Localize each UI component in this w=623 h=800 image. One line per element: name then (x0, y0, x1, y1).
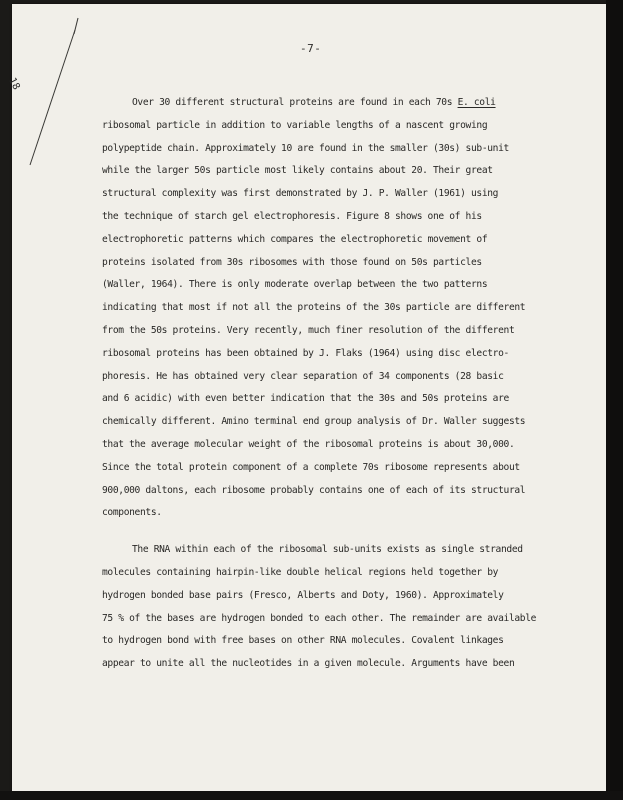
text-line (102, 585, 572, 608)
text-segment: electrophoretic patterns which compares the electrophoretic movement of (102, 233, 488, 245)
fold-line-left-upper (74, 18, 78, 34)
document-body (102, 92, 572, 676)
text-line (102, 92, 572, 115)
text-segment: proteins isolated from 30s ribosomes with those found on 50s particles (102, 256, 482, 268)
text-segment: indicating that most if not all the proteins of the 30s particle are different (102, 302, 526, 314)
text-line (102, 206, 572, 229)
text-segment: the technique of starch gel electrophoresis. Figure 8 shows one of his (102, 210, 482, 222)
text-line (102, 480, 572, 503)
paragraph (102, 539, 572, 676)
text-line (102, 115, 572, 138)
text-line (102, 229, 572, 252)
text-line (102, 274, 572, 297)
underlined-text: E. coli (457, 97, 496, 108)
text-segment: that the average molecular weight of the ribosomal proteins is about 30,000. (102, 438, 515, 450)
fold-line-left (30, 30, 75, 165)
text-line (102, 630, 572, 653)
text-segment: The RNA within each of the ribosomal sub-units exists as single stranded (132, 544, 523, 556)
text-segment: ribosomal particle in addition to variable lengths of a nascent growing (102, 119, 488, 131)
text-line (102, 411, 572, 434)
text-segment: hydrogen bonded base pairs (Fresco, Alberts and Doty, 1960). Approximately (102, 589, 504, 601)
text-segment: chemically different. Amino terminal end group analysis of Dr. Waller suggests (102, 416, 526, 428)
text-line (102, 653, 572, 676)
text-segment: from the 50s proteins. Very recently, much finer resolution of the different (102, 324, 515, 336)
text-line (102, 297, 572, 320)
text-segment: (Waller, 1964). There is only moderate overlap between the two patterns (102, 279, 488, 291)
text-line (102, 138, 572, 161)
text-line (102, 562, 572, 585)
paragraph (102, 92, 572, 525)
text-line (102, 320, 572, 343)
text-segment: polypeptide chain. Approximately 10 are found in the smaller (30s) sub-unit (102, 142, 509, 154)
text-line (102, 183, 572, 206)
text-segment: molecules containing hairpin-like double helical regions held together by (102, 566, 499, 578)
text-line (102, 388, 572, 411)
text-segment: components. (102, 507, 162, 519)
text-line (102, 366, 572, 389)
text-segment: ribosomal proteins has been obtained by J. Flaks (1964) using disc electro- (102, 347, 509, 359)
text-segment: phoresis. He has obtained very clear separation of 34 components (28 basic (102, 370, 504, 382)
text-segment: 75 % of the bases are hydrogen bonded to each other. The remainder are available (102, 612, 537, 624)
text-line (102, 608, 572, 631)
text-segment: structural complexity was first demonstrated by J. P. Waller (1961) using (102, 188, 499, 200)
text-line (102, 343, 572, 366)
text-line (102, 160, 572, 183)
text-segment: to hydrogen bond with free bases on other RNA molecules. Covalent linkages (102, 635, 504, 647)
text-segment: while the larger 50s particle most likely contains about 20. Their great (102, 165, 493, 177)
text-line (102, 434, 572, 457)
text-line (102, 502, 572, 525)
page-number: -7- (300, 42, 322, 55)
text-line (102, 539, 572, 562)
margin-mark: 18 (6, 76, 22, 92)
text-segment: appear to unite all the nucleotides in a given molecule. Arguments have been (102, 658, 515, 670)
text-segment: 900,000 daltons, each ribosome probably contains one of each of its structural (102, 484, 526, 496)
text-segment: Over 30 different structural proteins are found in each 70s (132, 97, 458, 108)
text-line (102, 457, 572, 480)
text-segment: Since the total protein component of a complete 70s ribosome represents about (102, 461, 520, 473)
text-line (102, 252, 572, 275)
text-segment: and 6 acidic) with even better indication that the 30s and 50s proteins are (102, 393, 509, 405)
